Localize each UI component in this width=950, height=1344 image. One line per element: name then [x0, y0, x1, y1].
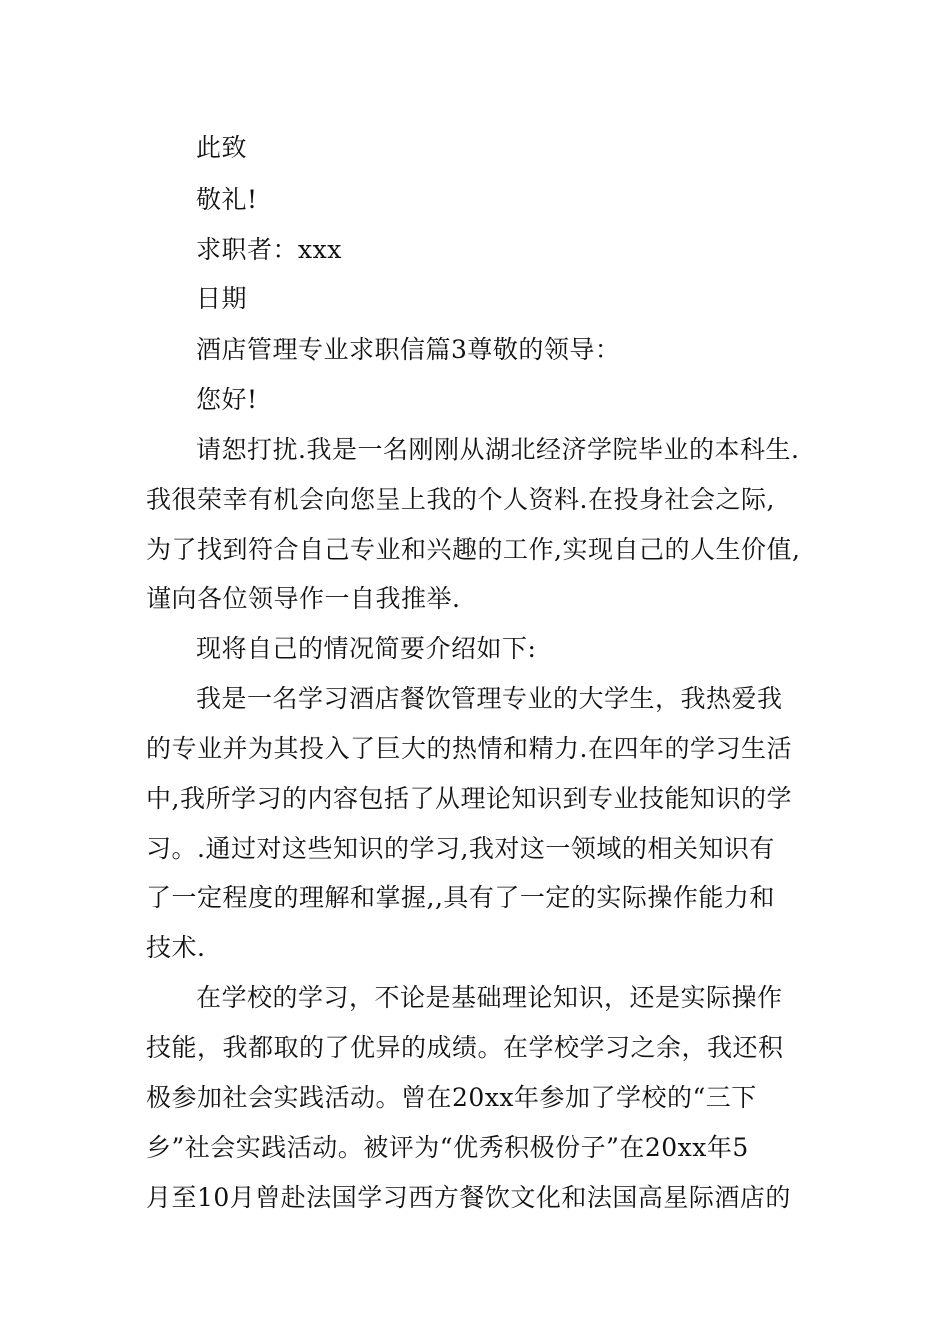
- paragraph-line: 我是一名学习酒店餐饮管理专业的大学生，我热爱我: [196, 684, 783, 713]
- date-line: 日期: [196, 284, 248, 313]
- paragraph-line: 请恕打扰.我是一名刚刚从湖北经济学院毕业的本科生.: [196, 435, 800, 464]
- paragraph-line: 我很荣幸有机会向您呈上我的个人资料.在投身社会之际,: [146, 485, 775, 514]
- paragraph-line: 技能，我都取的了优异的成绩。在学校学习之余，我还积: [146, 1033, 784, 1062]
- paragraph-line: 为了找到符合自己专业和兴趣的工作,实现自己的人生价值,: [146, 535, 801, 564]
- paragraph-line: 谨向各位领导作一自我推举.: [146, 584, 461, 613]
- paragraph-line: 技术.: [146, 933, 206, 962]
- paragraph-line: 极参加社会实践活动。曾在20xx年参加了学校的“三下: [146, 1083, 757, 1112]
- closing-line: 此致: [196, 133, 248, 162]
- paragraph-line: 现将自己的情况简要介绍如下:: [196, 634, 537, 663]
- paragraph-line: 中,我所学习的内容包括了从理论知识到专业技能知识的学: [146, 784, 792, 813]
- paragraph-line: 习。.通过对这些知识的学习,我对这一领域的相关知识有: [146, 834, 775, 863]
- salutation-line: 敬礼!: [196, 185, 258, 214]
- signature-line: 求职者：xxx: [196, 235, 342, 264]
- paragraph-line: 在学校的学习，不论是基础理论知识，还是实际操作: [196, 983, 783, 1012]
- paragraph-line: 乡”社会实践活动。被评为“优秀积极份子”在20xx年5: [146, 1133, 749, 1162]
- section-title: 酒店管理专业求职信篇3尊敬的领导：: [196, 335, 621, 364]
- paragraph-line: 了一定程度的理解和掌握,,具有了一定的实际操作能力和: [146, 883, 775, 912]
- paragraph-line: 月至10月曾赴法国学习西方餐饮文化和法国高星际酒店的: [146, 1183, 791, 1212]
- greeting-line: 您好!: [196, 385, 258, 414]
- paragraph-line: 的专业并为其投入了巨大的热情和精力.在四年的学习生活: [146, 734, 792, 763]
